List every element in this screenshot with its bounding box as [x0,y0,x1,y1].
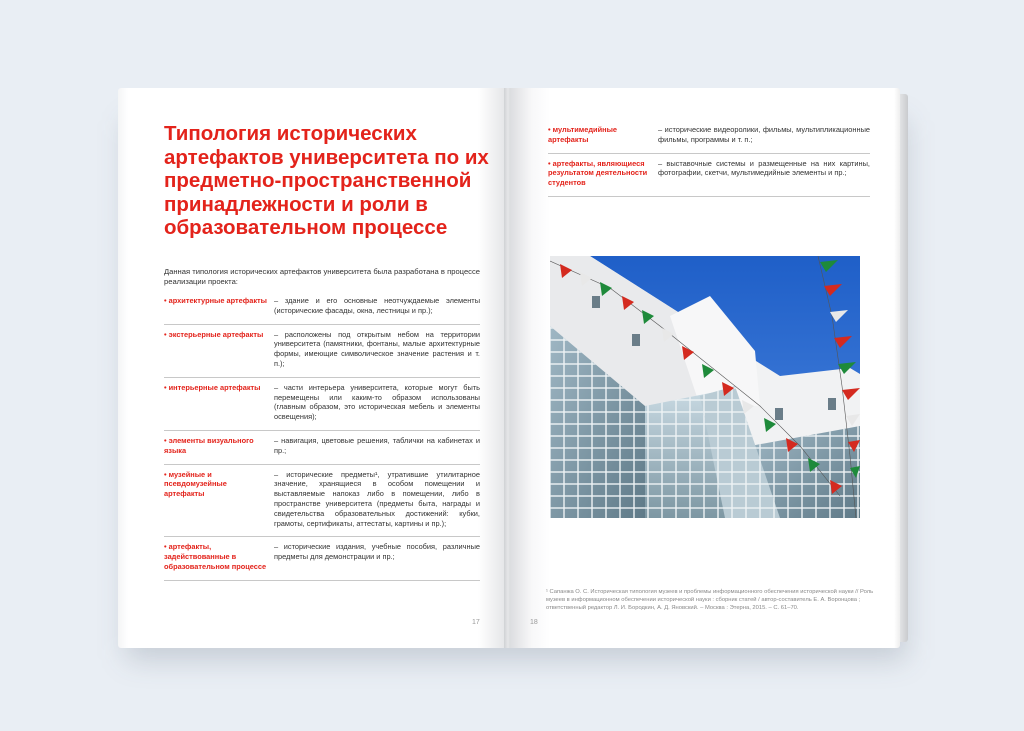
artifact-list-continued [548,120,870,197]
intro-text: Данная типология исторических артефактов университета была разработана в процессе реализации проекта: [164,267,480,286]
item-definition: – здание и его основные неотчуждаемые элементы (исторические фасады, окна, лестницы и пр.); [274,296,480,315]
right-page [510,88,900,648]
item-term: • артефакты, задействованные в образовательном процессе [164,542,267,571]
list-item [164,431,480,465]
artifact-list [164,291,480,581]
list-item [548,120,870,154]
item-definition: – навигация, цветовые решения, таблички на кабинетах и пр.; [274,435,480,455]
list-item [164,537,480,580]
building-photo [550,256,860,518]
item-definition: – исторические видеоролики, фильмы, мультипликационные фильмы, программы и т. п.; [658,125,870,144]
item-definition: – исторические предметы¹, утратившие утилитарное значение, хранящиеся в особом помещении и выставляемые напоказ либо в помещении, либо в пространстве университета (предметы быта, награды и свидетельства образовательных достижений: кубки, грамоты, сертификаты, аттестаты, картины и пр.); [274,469,480,528]
footnote: ¹ Сапанжа О. С. Историческая типология музеев и проблемы информационного обеспечения исторической науки // Роль музеев в информационном обеспечении исторической науки : сборник статей / автор-составитель Е. А. Воронцова ; ответственный редактор Л. И. Бородкин, А. Д. Яновский. – Москва : Этерна, 2015. – С. 61–70. [546,589,874,611]
item-term: • мультимедийные артефакты [548,125,618,144]
page-edge [900,94,908,642]
open-brochure [118,88,908,648]
list-item [164,291,480,325]
item-term: • музейные и псевдомузейные артефакты [164,469,227,499]
list-item [164,378,480,431]
item-term: • элементы визуального языка [164,435,254,455]
page-title: Типология исторических артефактов университета по их предметно-пространственной принадлежности и роли в образовательном процессе [164,122,489,239]
left-page [118,88,506,648]
item-term: • архитектурные артефакты [164,296,267,305]
page-number: 17 [472,619,480,626]
list-item [164,325,480,378]
item-term: • интерьерные артефакты [164,382,261,392]
page-number: 18 [530,619,538,626]
list-item [548,154,870,197]
list-item [164,465,480,538]
item-definition: – части интерьера университета, которые могут быть перемещены или каким-то образом использованы (главным образом, это историческая мебель и элементы освещения); [274,382,480,422]
item-definition: – выставочные системы и размещенные на них картины, фотографии, скетчи, мультимедийные элементы и пр.; [658,158,870,178]
item-term: • артефакты, являющиеся результатом деятельности студентов [548,158,648,188]
item-term: • экстерьерные артефакты [164,329,264,339]
item-definition: – исторические издания, учебные пособия, различные предметы для демонстрации и пр.; [274,542,480,562]
item-definition: – расположены под открытым небом на территории университета (памятники, фонтаны, малые архитектурные формы, имеющие символическое значение растения и т. п.); [274,329,480,368]
